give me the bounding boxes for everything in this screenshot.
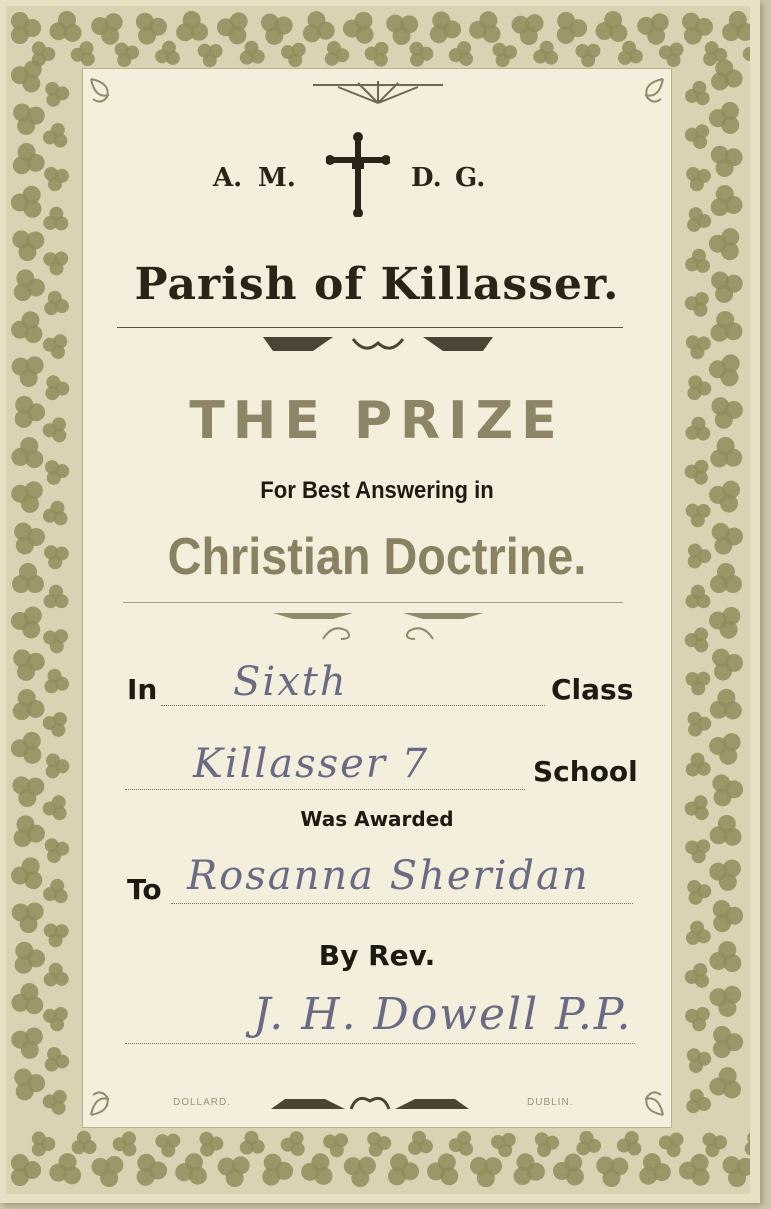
amdg-letter-a: A. bbox=[213, 163, 243, 193]
printer-city: DUBLIN. bbox=[527, 1097, 574, 1108]
corner-ornament-top-right bbox=[623, 75, 667, 119]
school-value: Killasser 7 bbox=[193, 741, 430, 787]
corner-ornament-bottom-right bbox=[623, 1075, 667, 1119]
prize-subject: Christian Doctrine. bbox=[167, 528, 587, 586]
by-rev-label: By Rev. bbox=[318, 939, 436, 972]
amdg-letter-g: G. bbox=[455, 163, 486, 193]
class-label: Class bbox=[551, 673, 634, 706]
class-line bbox=[161, 705, 545, 706]
title-rule bbox=[117, 327, 623, 328]
corner-ornament-top-left bbox=[87, 75, 131, 119]
school-label: School bbox=[533, 755, 638, 788]
awarded-label: Was Awarded bbox=[300, 807, 454, 831]
top-ornament bbox=[303, 75, 453, 109]
scroll-ornament bbox=[263, 609, 493, 647]
signature-line bbox=[125, 1043, 635, 1044]
recipient-line bbox=[171, 903, 633, 904]
cross-icon bbox=[326, 131, 390, 217]
to-label: To bbox=[127, 873, 162, 906]
class-value: Sixth bbox=[233, 659, 348, 705]
recipient-value: Rosanna Sheridan bbox=[187, 853, 590, 899]
subject-rule bbox=[123, 602, 623, 603]
in-label: In bbox=[127, 673, 158, 706]
amdg-letter-m: M. bbox=[258, 163, 296, 193]
corner-ornament-bottom-left bbox=[87, 1075, 131, 1119]
amdg-letter-d: D. bbox=[411, 163, 442, 193]
parish-title: Parish of Killasser. bbox=[134, 259, 620, 310]
prize-subtitle: For Best Answering in bbox=[260, 477, 494, 504]
priest-signature: J. H. Dowell P.P. bbox=[253, 989, 633, 1040]
prize-title: THE PRIZE bbox=[189, 391, 565, 451]
school-line bbox=[125, 789, 525, 790]
certificate-panel bbox=[82, 68, 672, 1128]
divider-ornament bbox=[253, 331, 503, 361]
printer-name: DOLLARD. bbox=[173, 1097, 232, 1108]
bottom-ornament bbox=[265, 1085, 475, 1115]
